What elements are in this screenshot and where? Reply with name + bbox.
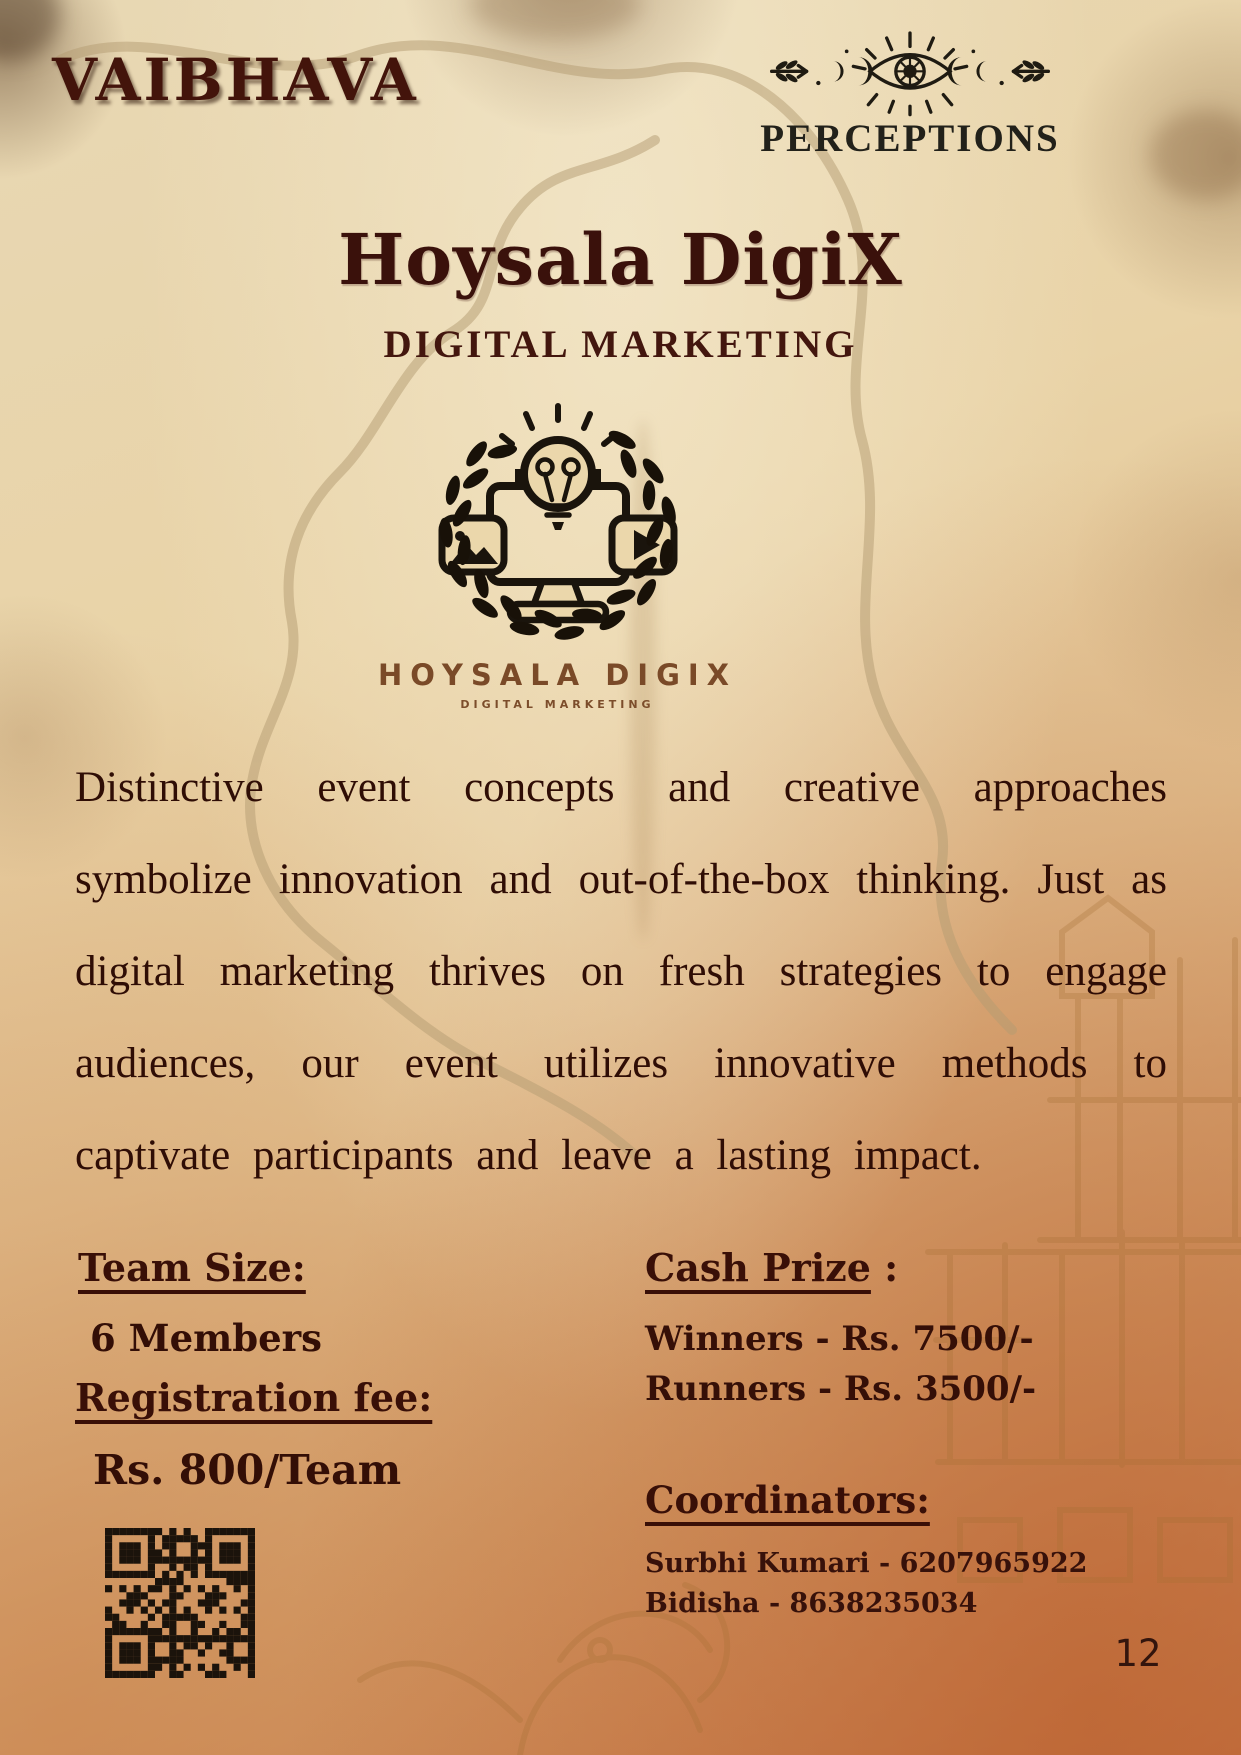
coordinator-contact: Surbhi Kumari - 6207965922 [645, 1548, 1088, 1579]
cash-prize-colon: : [870, 1245, 899, 1290]
team-size-label: Team Size: [78, 1245, 306, 1290]
registration-fee-section [75, 1375, 432, 1494]
mystic-eye-icon [742, 18, 1078, 118]
coordinator-contacts [645, 1544, 1087, 1624]
runners-prize: Runners - Rs. 3500/- [645, 1369, 1037, 1409]
paper-stain [470, 0, 640, 40]
laurel-wreath-monitor-icon [398, 392, 718, 657]
coordinator-contact: Bidisha - 8638235034 [645, 1588, 978, 1619]
event-logo [398, 392, 718, 661]
registration-fee-label: Registration fee: [75, 1375, 433, 1420]
event-description: Distinctive event concepts and creative approaches symbolize innovation and out-of-the-box thinking. Just as digital marketing thrives on fresh strategies to engage audiences, our event utilizes innovative methods to captivate participants and leave a lasting impact. [75, 764, 1167, 1179]
cash-prize-section [645, 1245, 1036, 1414]
cash-prize-label: Cash Prize [645, 1245, 871, 1290]
qr-code [105, 1528, 255, 1678]
registration-fee-value: Rs. 800/Team [93, 1446, 402, 1494]
paper-stain [0, 0, 60, 60]
page-number: 12 [1114, 1632, 1162, 1675]
club-logo-block [742, 18, 1078, 161]
winners-prize: Winners - Rs. 7500/- [645, 1319, 1034, 1359]
fest-title: VAIBHAVA [52, 46, 419, 114]
lightbulb-icon [502, 406, 614, 530]
coordinators-section [645, 1478, 1087, 1624]
logo-tagline: DIGITAL MARKETING [460, 698, 655, 711]
event-subtitle: DIGITAL MARKETING [383, 323, 858, 366]
team-size-value: 6 Members [90, 1316, 323, 1360]
club-name: PERCEPTIONS [760, 117, 1060, 160]
prize-lines [645, 1314, 1036, 1414]
paper-stain [1150, 110, 1241, 200]
event-title: Hoysala DigiX [338, 218, 903, 301]
team-size-section [78, 1245, 322, 1360]
coordinators-label: Coordinators: [645, 1478, 930, 1522]
logo-name: HOYSALA DIGIX [377, 658, 738, 692]
